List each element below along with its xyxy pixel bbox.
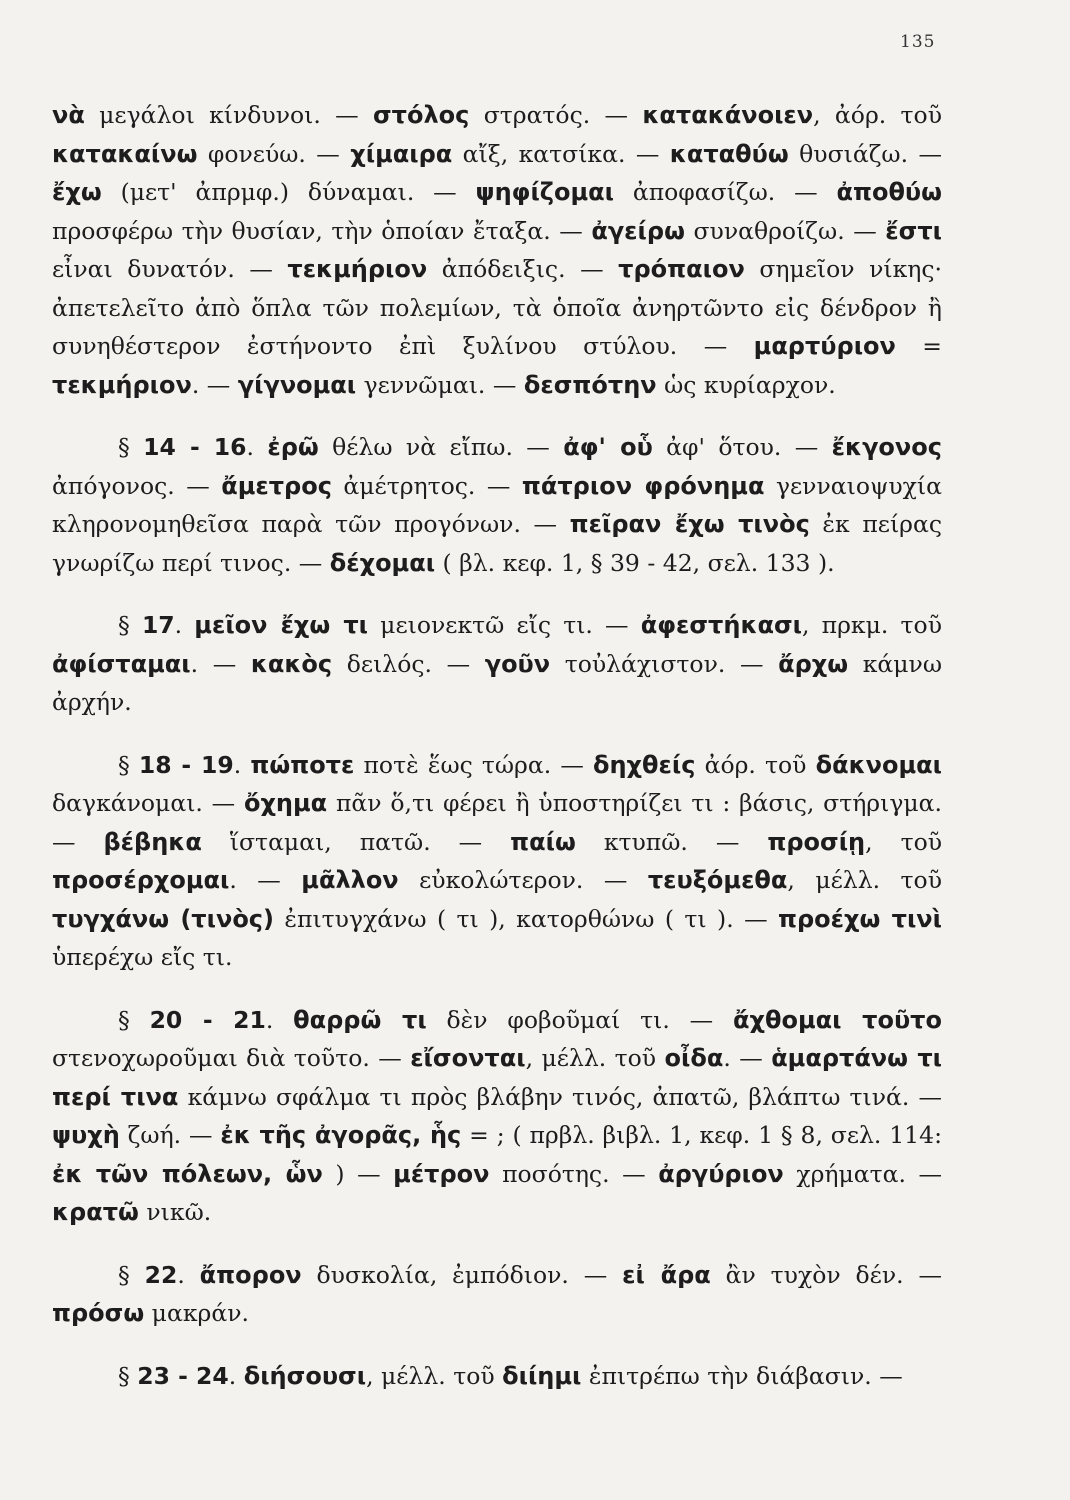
glossary-term: μαρτύριον: [753, 332, 896, 360]
glossary-text: = ; ( πρβλ. βιβλ. 1, κεφ. 1 § 8, σελ. 114:: [461, 1121, 942, 1149]
glossary-text: . —: [723, 1044, 772, 1072]
glossary-text: συναθροίζω. —: [684, 216, 886, 245]
glossary-term: καταθύω: [669, 139, 789, 168]
glossary-text: ὡς κυρίαρχον.: [656, 370, 836, 399]
glossary-term: ἐκ τῶν πόλεων, ὧν: [52, 1159, 323, 1188]
glossary-term: εἰ ἄρα: [622, 1260, 711, 1289]
glossary-term: ἄχθομαι τοῦτο: [733, 1005, 942, 1034]
glossary-term: δεσπότην: [523, 370, 657, 399]
glossary-text: θέλω νὰ εἴπω. —: [318, 433, 564, 461]
glossary-text: δαγκάνομαι. —: [52, 789, 244, 817]
glossary-term: ἄρχω: [778, 649, 849, 678]
page-body: [52, 96, 942, 1395]
glossary-term: τευξόμεθα: [647, 866, 788, 894]
glossary-text: ὑπερέχω εἴς τι.: [52, 943, 233, 971]
glossary-term: θαρρῶ τι: [293, 1005, 427, 1034]
glossary-text: , μέλλ. τοῦ: [787, 866, 942, 894]
glossary-term: ἁμαρτάνω τι περί τινα: [52, 1044, 943, 1111]
glossary-text: , μέλλ. τοῦ: [525, 1044, 665, 1072]
glossary-text: . —: [191, 370, 238, 399]
glossary-term: παίω: [510, 827, 576, 856]
glossary-text: πᾶν ὅ,τι φέρει ἢ ὑποστηρίζει τι : βάσις, στήριγμα. —: [52, 789, 942, 856]
glossary-term: ἔχω: [52, 178, 102, 206]
glossary-term: ἀποθύω: [836, 178, 942, 206]
glossary-text: , ἀόρ. τοῦ: [813, 101, 942, 129]
glossary-paragraph: [52, 428, 942, 582]
glossary-text: εἶναι δυνατόν. —: [52, 255, 288, 283]
glossary-text: ἀμέτρητος. —: [331, 471, 522, 500]
glossary-text: ἐκ πείρας γνωρίζω περί τινος. —: [52, 510, 943, 577]
glossary-term: ἀφεστήκασι: [640, 611, 803, 639]
glossary-term: προσέρχομαι: [52, 866, 230, 894]
glossary-text: σημεῖον νίκης· ἀπετελεῖτο ἀπὸ ὅπλα τῶν πολεμίων, τὰ ὁποῖα ἀνηρτῶντο εἰς δένδρον ἢ συνηθέστερον ἐστήνοντο ἐπὶ ξυλίνου στύλου. —: [52, 255, 942, 360]
glossary-text: §: [118, 433, 144, 461]
glossary-text: ἐπιτυγχάνω ( τι ), κατορθώνω ( τι ). —: [274, 904, 778, 933]
glossary-text: .: [246, 433, 268, 461]
glossary-text: ἀπόγονος. —: [52, 471, 222, 500]
glossary-term: ἔστι: [885, 216, 942, 245]
glossary-term: τεκμήριον: [287, 255, 428, 283]
glossary-term: ἄμετρος: [221, 471, 332, 500]
glossary-term: δάκνομαι: [815, 750, 942, 779]
glossary-term: νὰ: [52, 101, 85, 129]
glossary-text: .: [228, 1361, 244, 1390]
glossary-text: κάμνω ἀρχήν.: [52, 649, 942, 716]
glossary-text: ποσότης. —: [489, 1159, 659, 1188]
glossary-term: ἄπορον: [199, 1260, 302, 1289]
glossary-term: πάτριον φρόνημα: [521, 471, 765, 500]
glossary-text: ἀπόδειξις. —: [427, 255, 619, 283]
glossary-text: ( βλ. κεφ. 1, § 39 - 42, σελ. 133 ).: [435, 548, 835, 577]
glossary-term: τεκμήριον: [52, 370, 192, 399]
glossary-text: (μετ' ἀπρμφ.) δύναμαι. —: [101, 178, 476, 206]
glossary-term: διήσουσι: [243, 1361, 367, 1390]
glossary-text: ἂν τυχὸν δέν. —: [710, 1260, 942, 1289]
glossary-text: . —: [190, 649, 251, 678]
glossary-text: γενναιοψυχία κληρονομηθεῖσα παρὰ τῶν προγόνων. —: [52, 471, 943, 538]
glossary-text: φονεύω. —: [197, 139, 351, 168]
glossary-text: δὲν φοβοῦμαί τι. —: [426, 1005, 734, 1034]
section-number: 17: [141, 611, 175, 639]
glossary-term: ἐκ τῆς ἀγορᾶς, ἧς: [220, 1121, 462, 1149]
glossary-text: =: [895, 332, 942, 360]
glossary-text: εὐκολώτερον. —: [398, 866, 648, 894]
glossary-text: ἵσταμαι, πατῶ. —: [201, 827, 511, 856]
glossary-text: μειονεκτῶ εἴς τι. —: [368, 611, 641, 639]
glossary-text: §: [118, 1260, 145, 1289]
section-number: 14 - 16: [143, 433, 247, 461]
glossary-term: ὄχημα: [243, 789, 328, 817]
glossary-term: ψηφίζομαι: [475, 178, 614, 206]
glossary-text: , τοῦ: [865, 827, 943, 856]
section-number: 18 - 19: [138, 750, 234, 779]
glossary-term: ἀγείρω: [591, 216, 685, 245]
glossary-text: ) —: [322, 1159, 394, 1188]
glossary-text: γεννῶμαι. —: [356, 370, 524, 399]
glossary-text: αἴξ, κατσίκα. —: [452, 139, 670, 168]
glossary-text: ἀόρ. τοῦ: [695, 750, 816, 779]
glossary-term: εἴσονται: [410, 1044, 526, 1072]
page-number: 135: [900, 32, 936, 52]
glossary-term: ἐρῶ: [267, 433, 319, 461]
glossary-term: κακὸς: [250, 649, 333, 678]
glossary-text: στρατός. —: [469, 101, 643, 129]
glossary-term: κρατῶ: [52, 1198, 139, 1226]
glossary-text: §: [118, 1361, 138, 1390]
glossary-text: κάμνω σφάλμα τι πρὸς βλάβην τινός, ἀπατῶ, βλάπτω τινά. —: [178, 1082, 943, 1111]
glossary-term: πώποτε: [250, 750, 355, 779]
glossary-term: πεῖραν ἔχω τινὸς: [569, 510, 810, 538]
glossary-term: δέχομαι: [329, 548, 436, 577]
glossary-text: χρήματα. —: [783, 1159, 943, 1188]
glossary-term: κατακαίνω: [52, 139, 198, 168]
glossary-text: ἀφ' ὅτου. —: [652, 433, 832, 461]
section-number: 20 - 21: [149, 1005, 266, 1034]
glossary-text: §: [118, 750, 139, 779]
glossary-paragraph: [52, 96, 942, 404]
glossary-text: μακράν.: [144, 1299, 249, 1327]
glossary-text: ἀποφασίζω. —: [613, 178, 837, 206]
glossary-text: κτυπῶ. —: [575, 827, 768, 856]
section-number: 22: [144, 1260, 178, 1289]
glossary-text: §: [118, 611, 142, 639]
glossary-text: στενοχωροῦμαι διὰ τοῦτο. —: [52, 1044, 411, 1072]
glossary-term: βέβηκα: [103, 827, 202, 856]
glossary-text: προσφέρω τὴν θυσίαν, τὴν ὁποίαν ἔταξα. —: [52, 216, 592, 245]
glossary-paragraph: [52, 1001, 942, 1232]
glossary-term: γίγνομαι: [237, 370, 357, 399]
glossary-text: , μέλλ. τοῦ: [366, 1361, 503, 1390]
glossary-text: , πρκμ. τοῦ: [802, 611, 942, 639]
glossary-text: ζωή. —: [119, 1121, 221, 1149]
glossary-term: οἶδα: [664, 1044, 724, 1072]
glossary-term: δηχθείς: [592, 750, 696, 779]
glossary-term: προσίῃ: [767, 827, 866, 856]
glossary-text: θυσιάζω. —: [788, 139, 942, 168]
glossary-term: ἀργύριον: [658, 1159, 784, 1188]
section-number: 23 - 24: [137, 1361, 229, 1390]
glossary-text: ἐπιτρέπω τὴν διάβασιν. —: [581, 1361, 903, 1390]
glossary-paragraph: [52, 606, 942, 722]
glossary-term: διίημι: [502, 1361, 582, 1390]
glossary-term: ἔκγονος: [831, 433, 942, 461]
glossary-text: δυσκολία, ἐμπόδιον. —: [301, 1260, 623, 1289]
glossary-term: μέτρον: [393, 1159, 490, 1188]
glossary-text: .: [177, 1260, 200, 1289]
glossary-text: .: [174, 611, 195, 639]
glossary-term: στόλος: [372, 101, 470, 129]
glossary-text: ποτὲ ἕως τώρα. —: [354, 750, 593, 779]
glossary-term: ἀφ' οὗ: [563, 433, 653, 461]
glossary-text: . —: [229, 866, 302, 894]
glossary-term: μεῖον ἔχω τι: [194, 611, 368, 639]
glossary-term: προέχω τινὶ: [777, 904, 942, 933]
glossary-term: ἀφίσταμαι: [52, 649, 191, 678]
glossary-term: γοῦν: [484, 649, 551, 678]
glossary-paragraph: [52, 1357, 942, 1396]
glossary-text: νικῶ.: [138, 1198, 212, 1226]
glossary-text: §: [118, 1005, 150, 1034]
glossary-term: πρόσω: [52, 1299, 145, 1327]
glossary-text: τοὐλάχιστον. —: [550, 649, 779, 678]
glossary-text: δειλός. —: [332, 649, 485, 678]
glossary-term: κατακάνοιεν: [642, 101, 814, 129]
glossary-term: μᾶλλον: [301, 866, 399, 894]
glossary-term: τρόπαιον: [618, 255, 745, 283]
glossary-term: ψυχὴ: [52, 1121, 120, 1149]
glossary-text: .: [265, 1005, 294, 1034]
glossary-term: χίμαιρα: [350, 139, 453, 168]
glossary-paragraph: [52, 746, 942, 977]
glossary-paragraph: [52, 1256, 942, 1333]
glossary-term: τυγχάνω (τινὸς): [52, 904, 274, 933]
glossary-text: .: [233, 750, 251, 779]
glossary-text: μεγάλοι κίνδυνοι. —: [84, 101, 373, 129]
